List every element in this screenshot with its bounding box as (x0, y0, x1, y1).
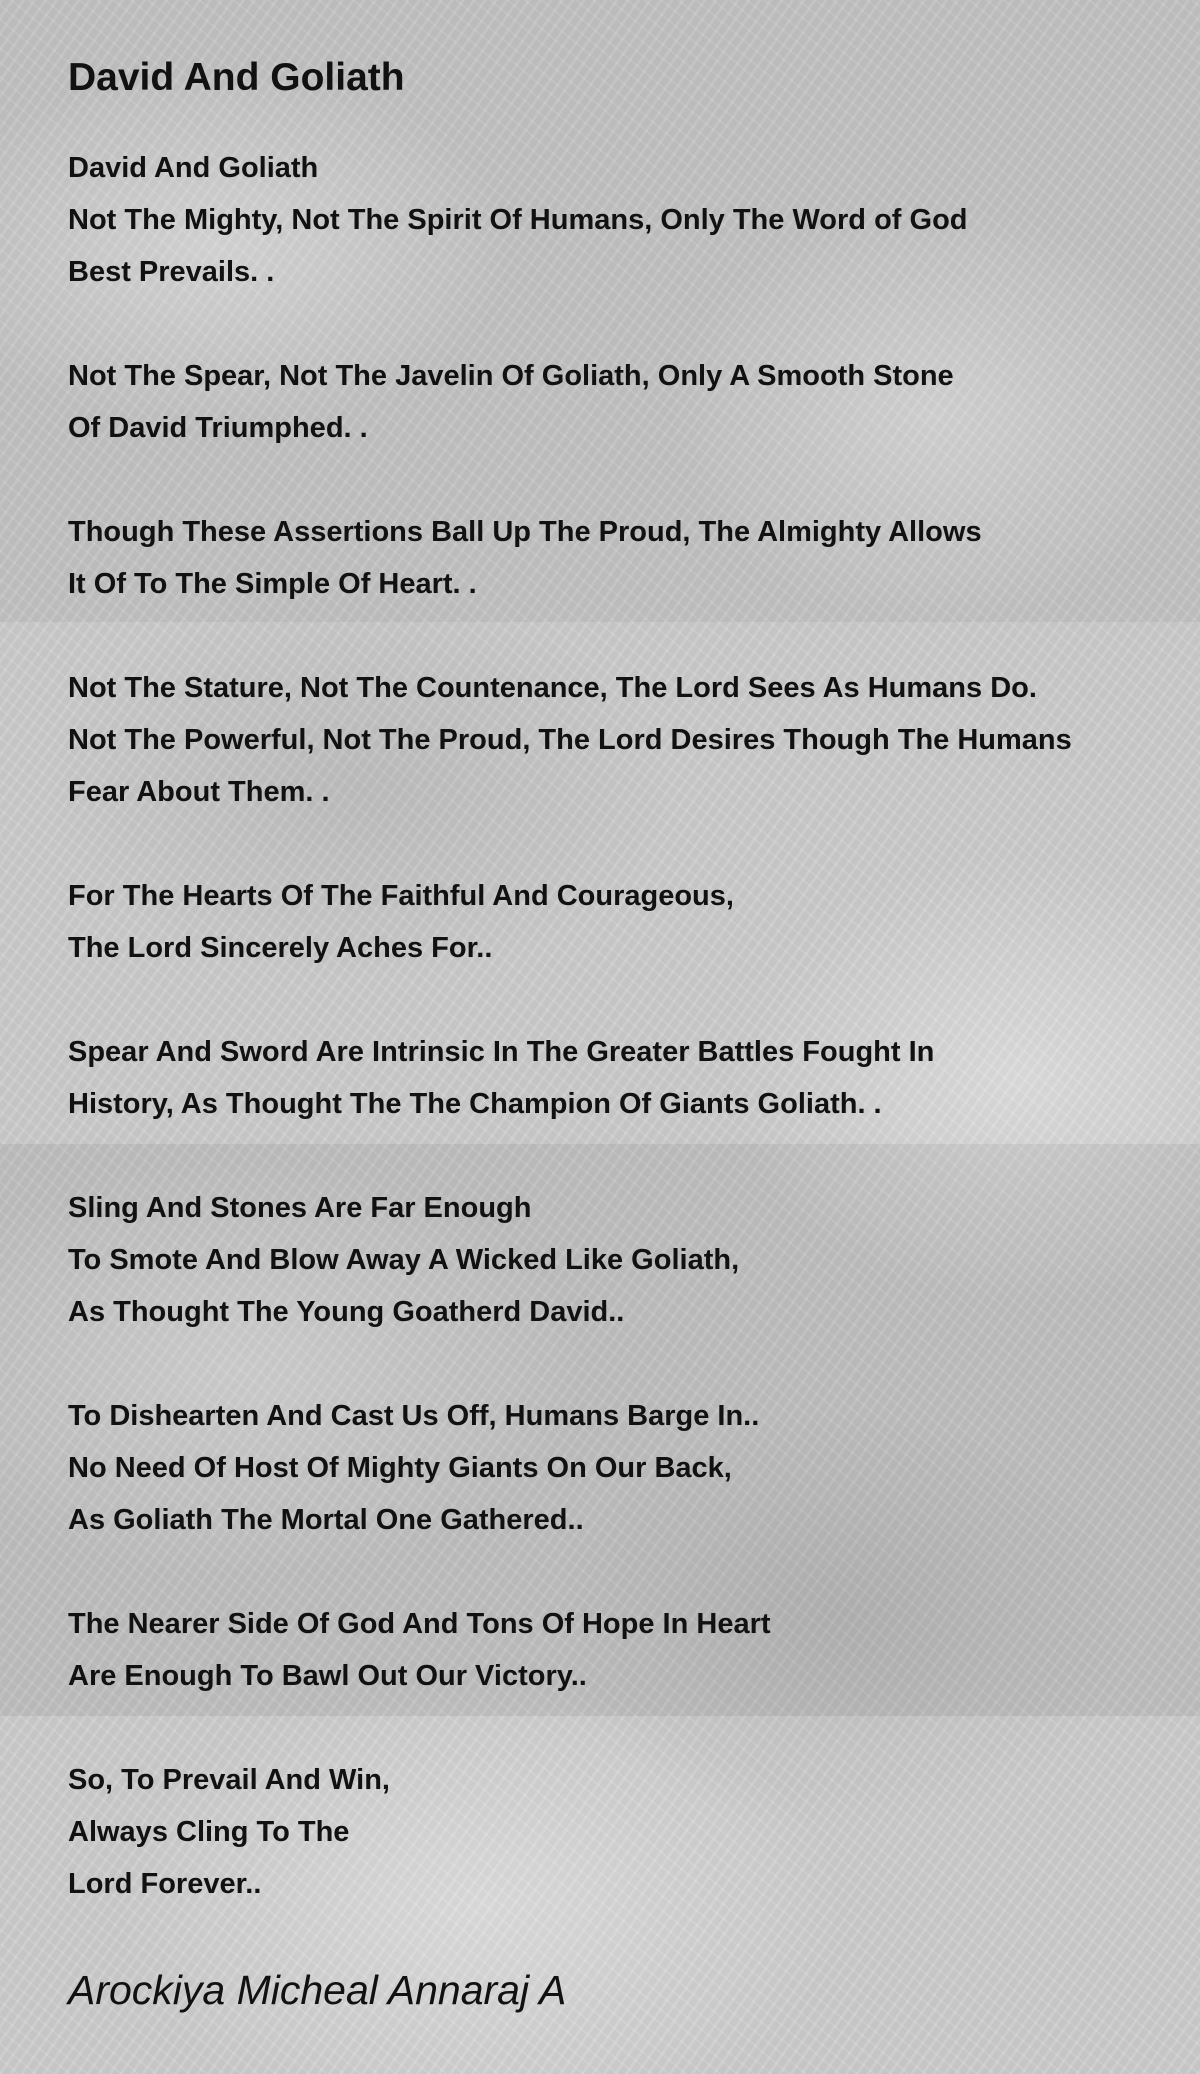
stanza (68, 870, 1196, 974)
poem-line: Lord Forever.. (68, 1868, 262, 1900)
poem-line: To Dishearten And Cast Us Off, Humans Barge In.. (68, 1400, 760, 1432)
poem-line: Sling And Stones Are Far Enough (68, 1192, 532, 1224)
stanza (68, 1390, 1196, 1546)
poem-line: Best Prevails. . (68, 256, 275, 288)
stanza (68, 1598, 1196, 1702)
poem-line: As Thought The Young Goatherd David.. (68, 1296, 625, 1328)
poem-line: As Goliath The Mortal One Gathered.. (68, 1504, 584, 1536)
poem-line: The Lord Sincerely Aches For.. (68, 932, 493, 964)
poem-line: To Smote And Blow Away A Wicked Like Goliath, (68, 1244, 740, 1276)
poem-card (68, 50, 1196, 2018)
poem-line: For The Hearts Of The Faithful And Courageous, (68, 880, 734, 912)
poem-line: History, As Thought The The Champion Of Giants Goliath. . (68, 1088, 882, 1120)
stanza (68, 506, 1196, 610)
poem-line: The Nearer Side Of God And Tons Of Hope In Heart (68, 1608, 771, 1640)
stanza (68, 1026, 1196, 1130)
poem-line: Fear About Them. . (68, 776, 330, 808)
poem-line: Not The Mighty, Not The Spirit Of Humans, Only The Word of God (68, 204, 968, 236)
poem-line: Spear And Sword Are Intrinsic In The Greater Battles Fought In (68, 1036, 935, 1068)
poem-line: Always Cling To The (68, 1816, 350, 1848)
poem-line: Not The Powerful, Not The Proud, The Lord Desires Though The Humans (68, 724, 1072, 756)
poem-title: David And Goliath (68, 56, 405, 99)
stanza (68, 350, 1196, 454)
poem-line: Though These Assertions Ball Up The Proud, The Almighty Allows (68, 516, 982, 548)
poem-author: Arockiya Micheal Annaraj A (68, 1967, 567, 2013)
stanza (68, 1182, 1196, 1338)
poem-line: Are Enough To Bawl Out Our Victory.. (68, 1660, 587, 1692)
poem-line: No Need Of Host Of Mighty Giants On Our Back, (68, 1452, 732, 1484)
stanza (68, 662, 1196, 818)
poem-line: Of David Triumphed. . (68, 412, 368, 444)
poem-line: David And Goliath (68, 152, 319, 184)
poem-line: So, To Prevail And Win, (68, 1764, 390, 1796)
poem-line: Not The Stature, Not The Countenance, The Lord Sees As Humans Do. (68, 672, 1037, 704)
poem-line: Not The Spear, Not The Javelin Of Goliath, Only A Smooth Stone (68, 360, 954, 392)
stanza (68, 1754, 1196, 1910)
poem-line: It Of To The Simple Of Heart. . (68, 568, 477, 600)
stanza (68, 142, 1196, 298)
